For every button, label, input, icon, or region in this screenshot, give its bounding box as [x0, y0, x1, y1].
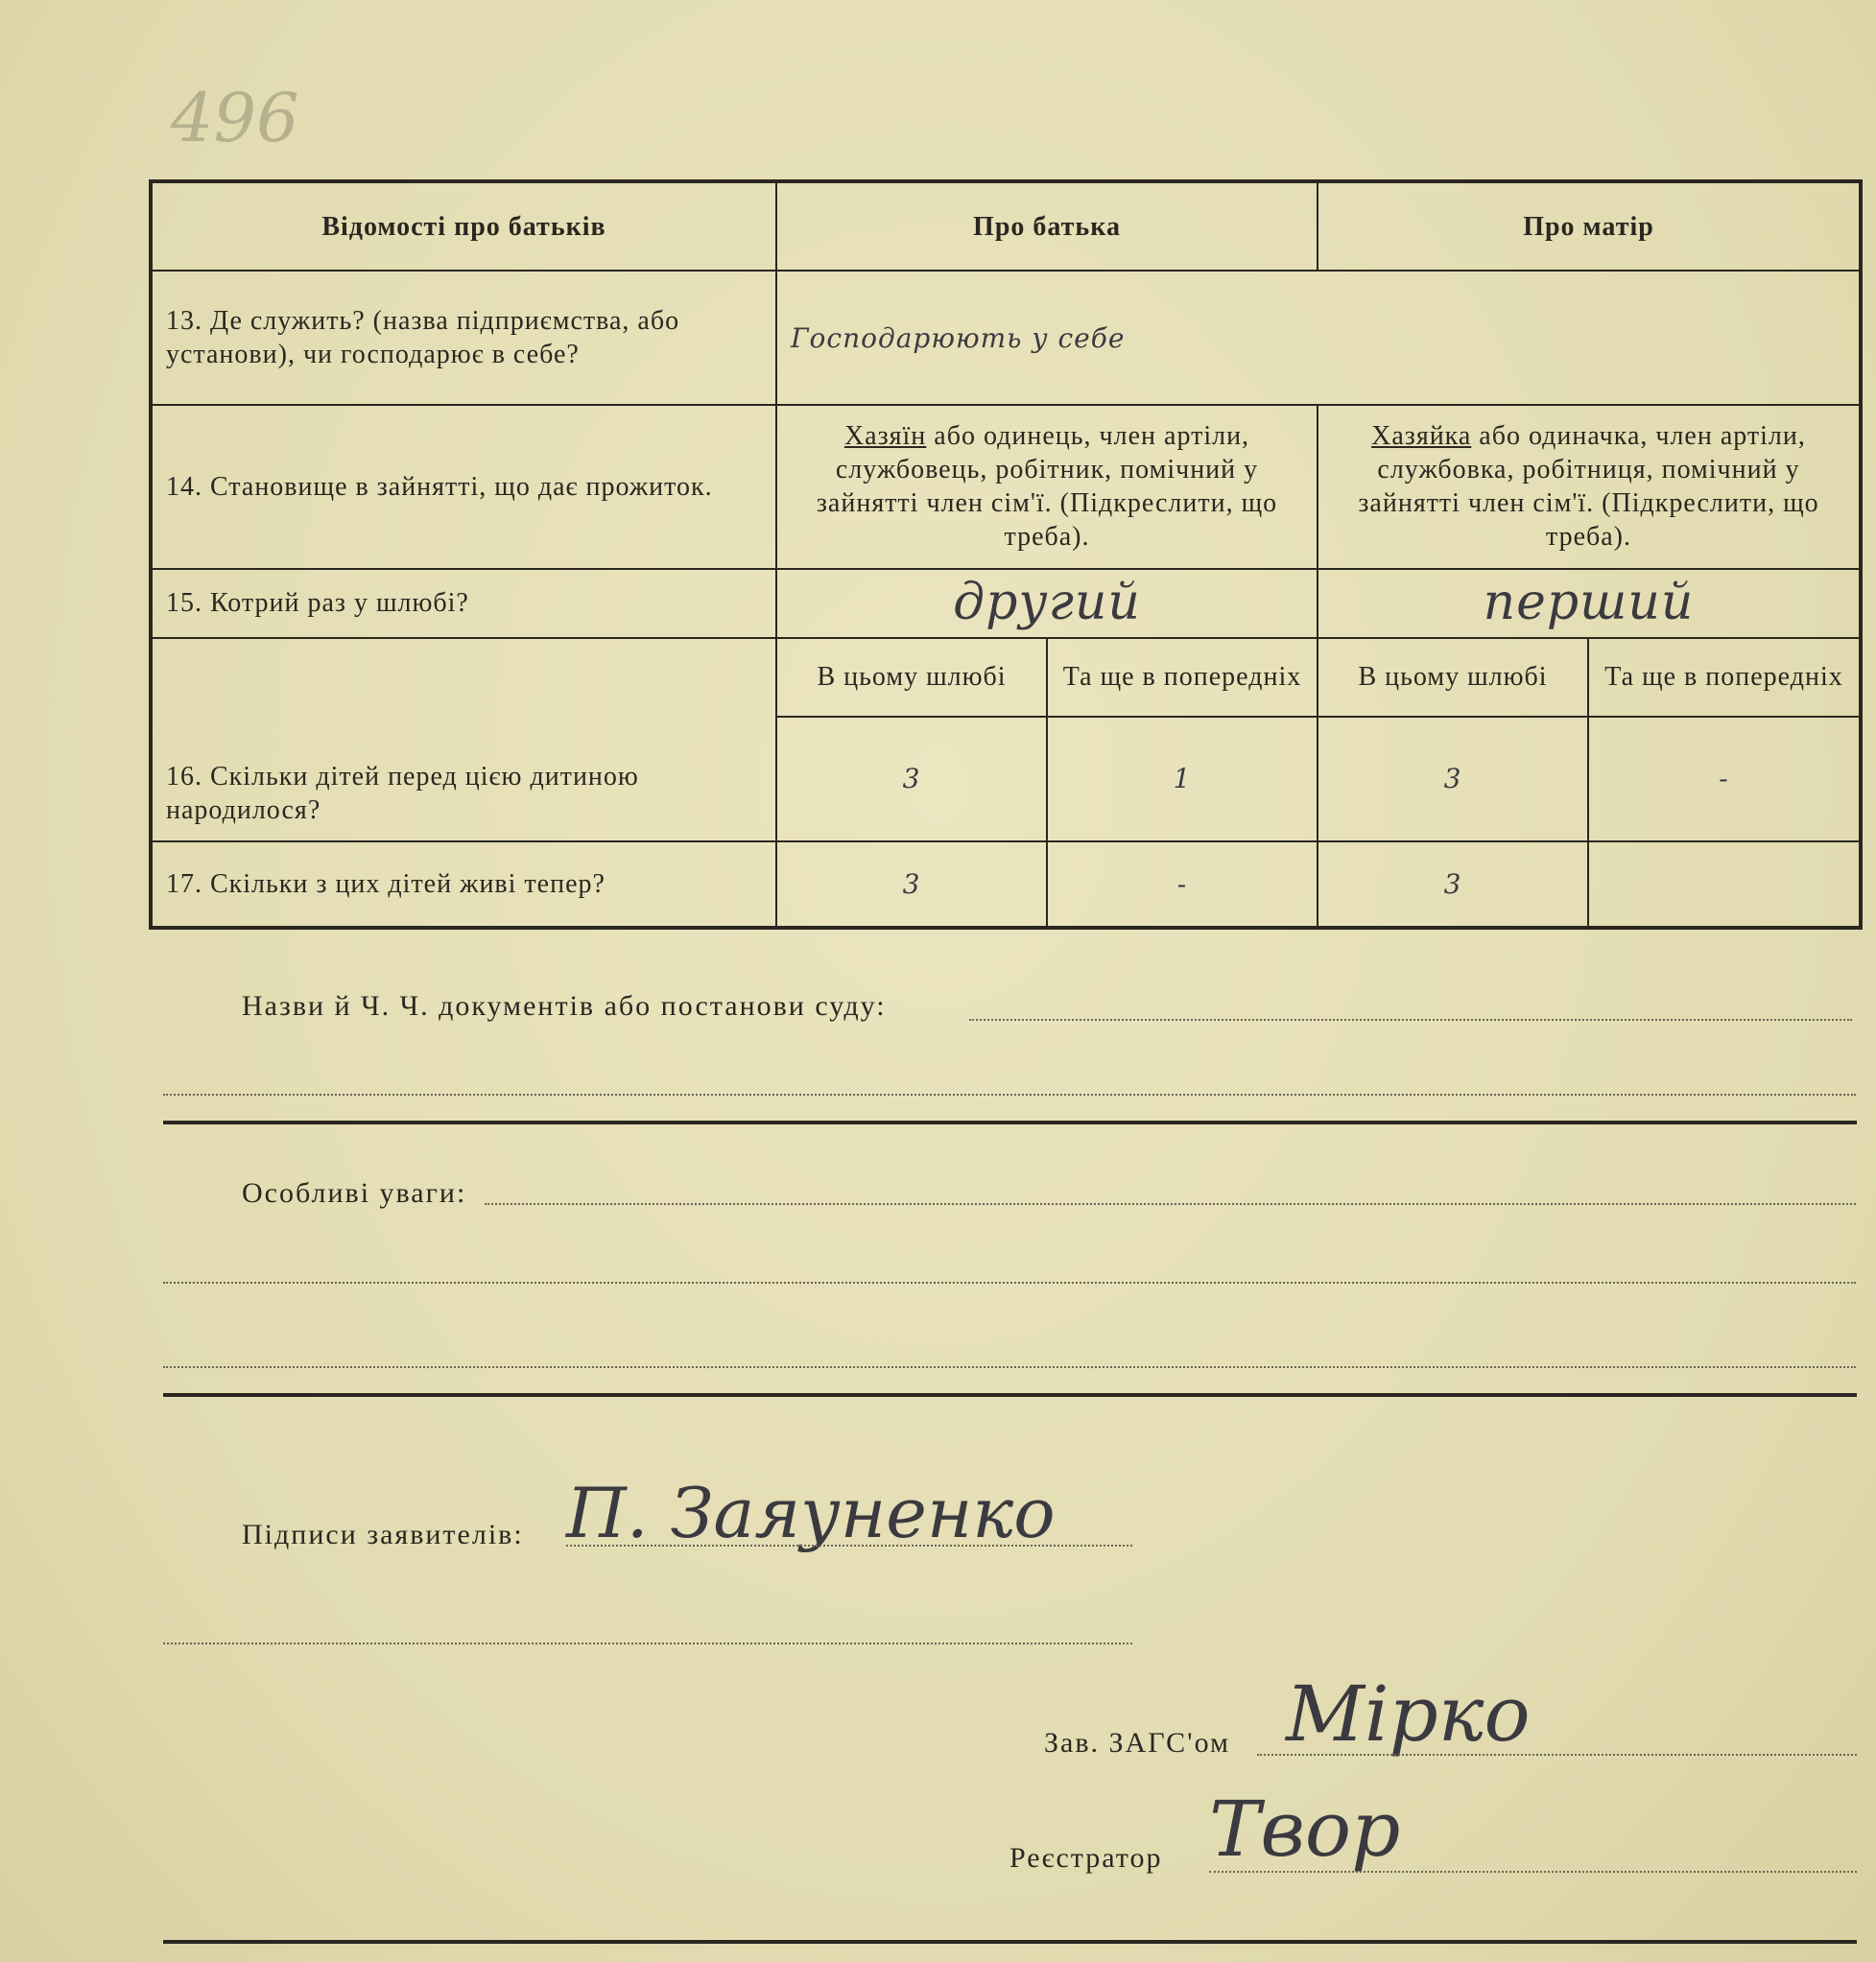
q17-father-this: 3 [776, 841, 1047, 928]
section-divider-1 [163, 1121, 1857, 1124]
q16-label: 16. Скільки дітей перед цією дитиною народилося? [151, 638, 776, 841]
archive-number: 496 [171, 79, 299, 157]
q17-father-prev: - [1047, 841, 1318, 928]
head-signature: Мірко [1286, 1669, 1531, 1759]
remarks-line-3 [163, 1366, 1856, 1368]
signature-line-1 [566, 1545, 1132, 1547]
remarks-line-2 [163, 1282, 1856, 1284]
documents-label: Назви й Ч. Ч. документів або постанови суду: [242, 990, 887, 1022]
mother-previous-header: Та ще в попередніх [1588, 638, 1861, 717]
q15-label: 15. Котрий раз у шлюбі? [151, 569, 776, 638]
q16-father-prev: 1 [1047, 717, 1318, 841]
head-line [1257, 1754, 1857, 1756]
q17-label: 17. Скільки з цих дітей живі тепер? [151, 841, 776, 928]
q14-mother-underlined: Хазяйка [1371, 421, 1472, 452]
signature-line-2 [163, 1643, 1132, 1644]
header-about-mother: Про матір [1318, 181, 1861, 271]
header-parents-info: Відомості про батьків [151, 181, 776, 271]
documents-line-2 [163, 1094, 1856, 1096]
remarks-line-1 [485, 1203, 1856, 1205]
father-this-marriage-header: В цьому шлюбі [776, 638, 1047, 717]
q14-mother-options [1318, 405, 1861, 568]
father-previous-header: Та ще в попередніх [1047, 638, 1318, 717]
bottom-rule [163, 1940, 1857, 1944]
q14-mother-options-text: або одиначка, член артіли, службовка, робітниця, помічний у зайнятті член сім'ї. (Підкреслити, що треба). [1358, 421, 1819, 553]
registrar-signature: Твор [1209, 1785, 1401, 1874]
q16-father-this: 3 [776, 717, 1047, 841]
q16-mother-prev: - [1588, 717, 1861, 841]
q16-mother-this: 3 [1318, 717, 1588, 841]
q13-answer: Господарюють у себе [776, 271, 1861, 405]
q13-label: 13. Де служить? (назва підприємства, або установи), чи господарює в себе? [151, 271, 776, 405]
q14-father-options-text: або одинець, член артіли, службовець, робітник, помічний у зайнятті член сім'ї. (Підкреслити, що треба). [816, 421, 1278, 553]
section-divider-2 [163, 1393, 1857, 1397]
documents-line-1 [969, 1019, 1852, 1021]
q14-father-underlined: Хазяїн [843, 421, 927, 452]
q15-mother: перший [1318, 569, 1861, 638]
parents-info-table [149, 179, 1863, 930]
mother-this-marriage-header: В цьому шлюбі [1318, 638, 1588, 717]
header-about-father: Про батька [776, 181, 1318, 271]
remarks-label: Особливі уваги: [242, 1177, 467, 1209]
registrar-label: Реєстратор [1009, 1842, 1163, 1874]
registrar-line [1209, 1871, 1857, 1873]
q14-label: 14. Становище в зайнятті, що дає прожиток. [151, 405, 776, 568]
head-label: Зав. ЗАГС'ом [1044, 1727, 1230, 1759]
q17-mother-this: 3 [1318, 841, 1588, 928]
q17-mother-prev [1588, 841, 1861, 928]
signatures-label: Підписи заявителів: [242, 1519, 524, 1550]
q14-father-options [776, 405, 1318, 568]
q15-father: другий [776, 569, 1318, 638]
applicant-signature: П. Заяуненко [566, 1473, 1056, 1553]
